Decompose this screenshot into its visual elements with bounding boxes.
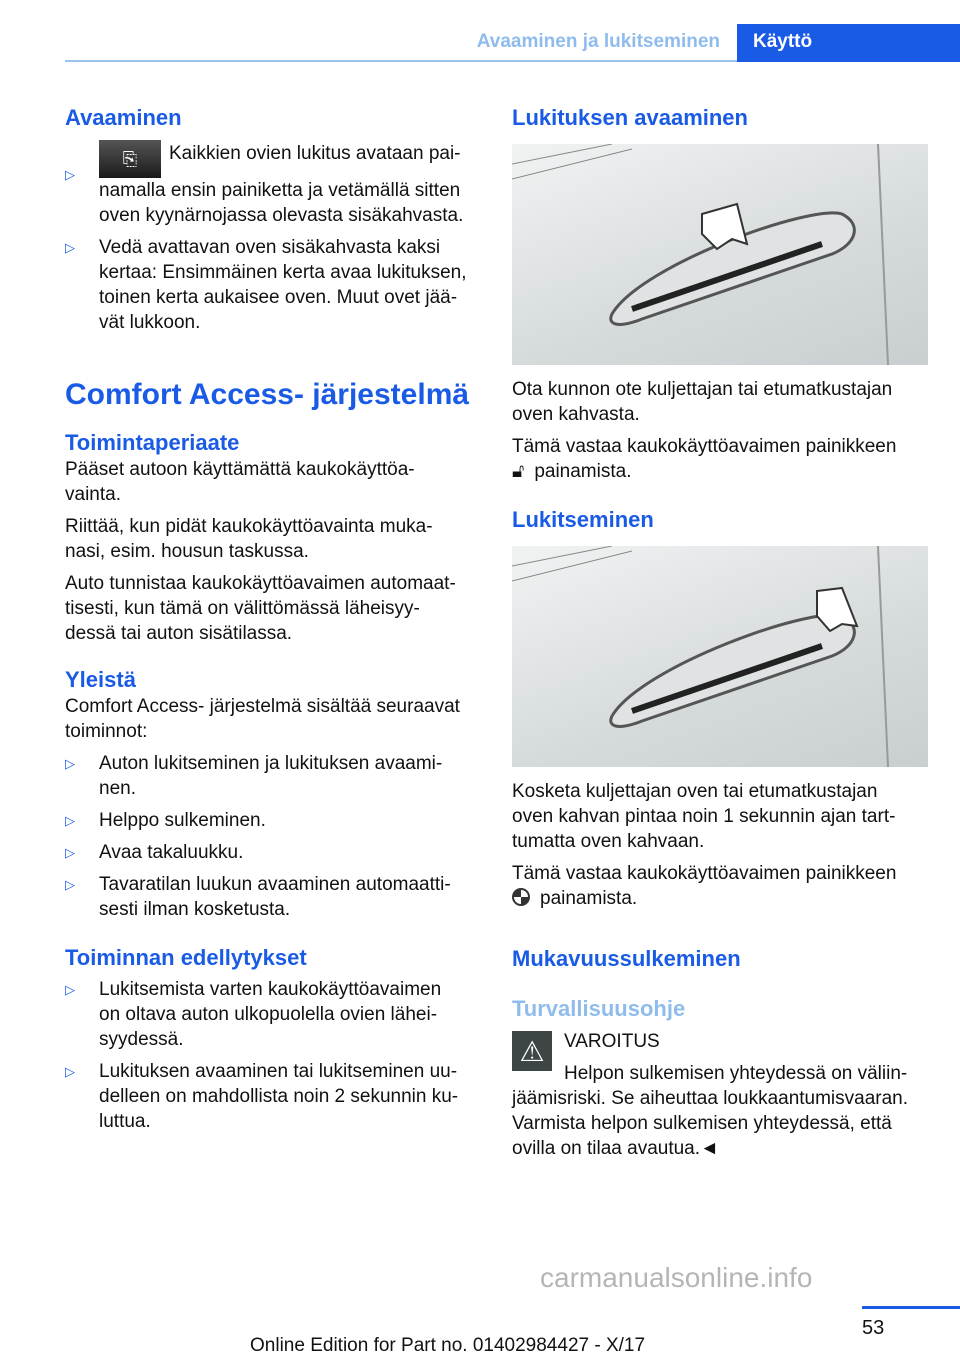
bullet-icon: ▷ [65,1064,75,1079]
bullet-icon: ▷ [65,756,75,771]
heading-toimintaperiaate: Toimintaperiaate [65,430,240,455]
heading-lukituksen-avaaminen: Lukituksen avaaminen [512,105,748,130]
paragraph: painamista. [512,886,942,911]
footer-rule [862,1306,960,1309]
heading-yleista: Yleistä [65,667,136,692]
bullet-icon: ▷ [65,240,75,255]
page-number: 53 [862,1317,885,1339]
paragraph: Pääset autoon käyttämättä kaukokäyttöa- vainta. [65,459,415,505]
warning-block [512,1029,942,1161]
bullet-icon: ▷ [65,877,75,892]
paragraph: Auto tunnistaa kaukokäyttöavaimen automaat- tisesti, kun tämä on välittömässä läheisyy- dessä tai auton sisätilassa. [65,573,456,644]
right-column [512,104,942,1161]
heading-mukavuussulkeminen: Mukavuussulkeminen [512,946,741,971]
door-handle-unlock-image [512,144,928,365]
header-rule [65,60,737,62]
door-handle-lock-image [512,546,928,767]
list-item: ▷ Lukitsemista varten kaukokäyttöavaimen on oltava auton ulkopuolella ovien lähei- syydessä. [65,979,442,1050]
list-item: ▷ ⎘ Kaikkien ovien lukitus avataan pai- namalla ensin painiketta ja vetämällä sitten oven kyynärnojassa olevasta sisäkahvasta. [65,140,485,228]
heading-turvallisuusohje: Turvallisuusohje [512,996,686,1021]
paragraph: Kosketa kuljettajan oven tai etumatkustajan oven kahvan pintaa noin 1 sekunnin ajan tart- tumatta oven kahvaan. [512,781,896,852]
left-column [65,104,485,1134]
edition-text: Online Edition for Part no. 01402984427 - X/17 [250,1335,646,1356]
door-unlock-button-icon: ⎘ [99,140,161,178]
list-item: ▷ Avaa takaluukku. [65,842,244,863]
paragraph: Ota kunnon ote kuljettajan tai etumatkustajan oven kahvasta. [512,379,893,425]
warning-title: VAROITUS [564,1031,660,1052]
list-item: ▷ Vedä avattavan oven sisäkahvasta kaksi kertaa: Ensimmäinen kerta avaa lukituksen, toinen kerta aukaisee oven. Muut ovet jää- vät lukkoon. [65,237,467,333]
header-section: Avaaminen ja lukitseminen [476,31,720,52]
bullet-icon: ▷ [65,813,75,828]
paragraph: Riittää, kun pidät kaukokäyttöavainta muka- nasi, esim. housun taskussa. [65,516,433,562]
heading-comfort-access: Comfort Access- järjestelmä [65,378,470,411]
header-tab: Käyttö [737,24,960,62]
bullet-icon: ▷ [65,845,75,860]
bullet-icon: ▷ [65,167,75,182]
list-item: ▷ Helppo sulkeminen. [65,810,266,831]
list-item: ▷ Tavaratilan luukun avaaminen automaatti- sesti ilman kosketusta. [65,874,451,920]
heading-lukitseminen: Lukitseminen [512,507,654,532]
paragraph: 🔓︎ painamista. [512,461,632,482]
paragraph: Tämä vastaa kaukokäyttöavaimen painikkeen [512,436,897,457]
warning-icon: ⚠︎ [512,1031,552,1071]
warning-text: Helpon sulkemisen yhteydessä on väliin- jäämisriski. Se aiheuttaa loukkaantumisvaaran. Varmista helpon sulkemisen yhteydessä, että ovilla on tilaa avautua.◄ [512,1063,909,1159]
paragraph: Comfort Access- järjestelmä sisältää seuraavat toiminnot: [65,696,460,742]
paragraph: Tämä vastaa kaukokäyttöavaimen painikkeen [512,863,897,884]
bullet-icon: ▷ [65,982,75,997]
heading-avaaminen: Avaaminen [65,105,182,130]
list-item: ▷ Auton lukitseminen ja lukituksen avaami- nen. [65,753,443,799]
unlock-icon: 🔓︎ [512,461,525,482]
watermark: carmanualsonline.info [540,1262,813,1293]
bmw-logo-icon [512,888,530,906]
heading-edellytykset: Toiminnan edellytykset [65,945,307,970]
list-item: ▷ Lukituksen avaaminen tai lukitseminen uu- delleen on mahdollista noin 2 sekunnin ku- luttua. [65,1061,459,1132]
